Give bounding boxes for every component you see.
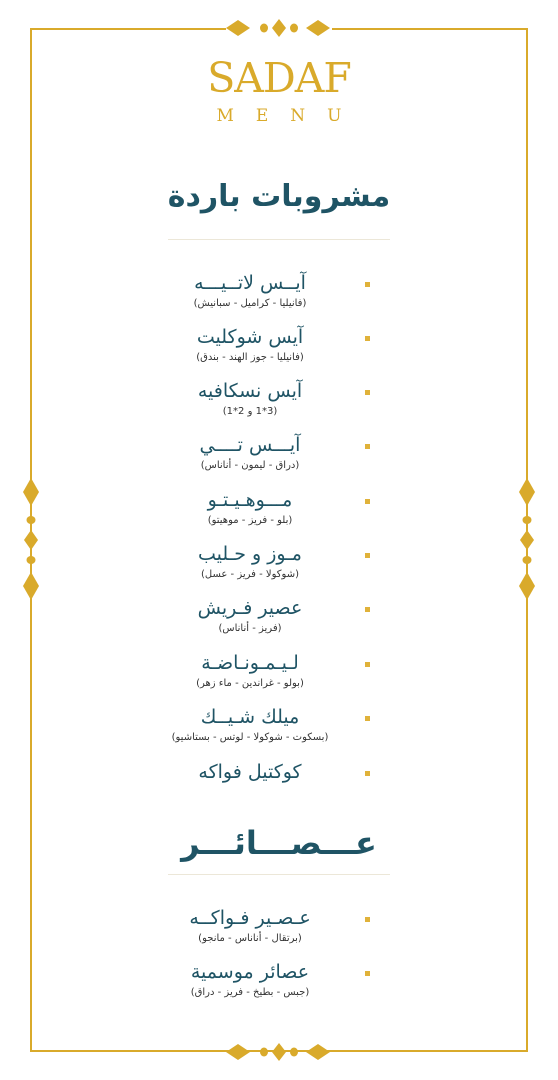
menu-item-details: (بلو - فريز - موهيتو) (207, 515, 293, 526)
bullet-icon (365, 336, 370, 341)
menu-item (150, 761, 350, 783)
menu-item-name: عـصـير فـواكــه (189, 907, 311, 929)
bullet-icon (365, 607, 370, 612)
menu-item (150, 597, 350, 635)
bullet-icon (365, 282, 370, 287)
bullet-icon (365, 716, 370, 721)
menu-item-details: (شوكولا - فريز - عسل) (201, 569, 299, 580)
menu-item-name: عصائر موسمية (190, 961, 310, 983)
menu-item (150, 543, 350, 581)
menu-item-details: (3*1 و 2*1) (222, 406, 278, 417)
menu-item (150, 961, 350, 999)
menu-item-details: (دراق - ليمون - أناناس) (200, 460, 300, 471)
menu-item (150, 434, 350, 472)
left-ornament (20, 478, 42, 602)
menu-item-name: مـوز و حـليب (198, 543, 302, 565)
bullet-icon (365, 662, 370, 667)
bullet-icon (365, 771, 370, 776)
menu-item-details: (فانيليا - جوز الهند - بندق) (196, 352, 304, 363)
top-ornament (226, 16, 332, 40)
section-divider (168, 874, 390, 875)
menu-item (150, 652, 350, 690)
menu-item-name: لـيـمـونـاضـة (201, 652, 299, 674)
menu-item-details: (بسكوت - شوكولا - لوتس - بستاشيو) (171, 732, 329, 743)
bullet-icon (365, 917, 370, 922)
menu-item-name: آيــس لاتــيـــه (194, 272, 306, 294)
menu-item-name: مـــوهـيـتـو (207, 489, 293, 511)
bullet-icon (365, 553, 370, 558)
bullet-icon (365, 971, 370, 976)
bullet-icon (365, 499, 370, 504)
menu-item-details: (جبس - بطيخ - فريز - دراق) (190, 987, 310, 998)
menu-item (150, 272, 350, 310)
section-divider (168, 239, 390, 240)
menu-item (150, 380, 350, 418)
menu-item-name: كوكتيل فواكه (198, 761, 302, 783)
menu-item-name: ميلك شـيــك (200, 706, 300, 728)
brand-logo-subtitle: MENU (216, 106, 364, 126)
menu-item-details: (فريز - أناناس) (218, 623, 282, 634)
menu-item-details: (برتقال - أناناس - مانجو) (198, 933, 302, 944)
menu-item-name: آيس شوكليت (196, 326, 304, 348)
menu-item (150, 489, 350, 527)
menu-item-name: عصير فـريش (197, 597, 303, 619)
brand-logo-name: SADAF (207, 54, 351, 102)
menu-item (150, 706, 350, 744)
section-title-juices: عـــصـــائـــر (181, 824, 377, 862)
menu-item (150, 907, 350, 945)
menu-item-details: (بولو - غراندين - ماء زهر) (196, 678, 304, 689)
menu-item-name: آيـــس تــــي (199, 434, 301, 456)
section-title-cold-drinks: مشروبات باردة (167, 179, 391, 214)
menu-item-details: (فانيليا - كراميل - سبانيش) (193, 298, 307, 309)
bottom-ornament (226, 1040, 332, 1064)
bullet-icon (365, 444, 370, 449)
menu-item-name: آيس نسكافيه (197, 380, 303, 402)
right-ornament (516, 478, 538, 602)
bullet-icon (365, 390, 370, 395)
menu-item (150, 326, 350, 364)
